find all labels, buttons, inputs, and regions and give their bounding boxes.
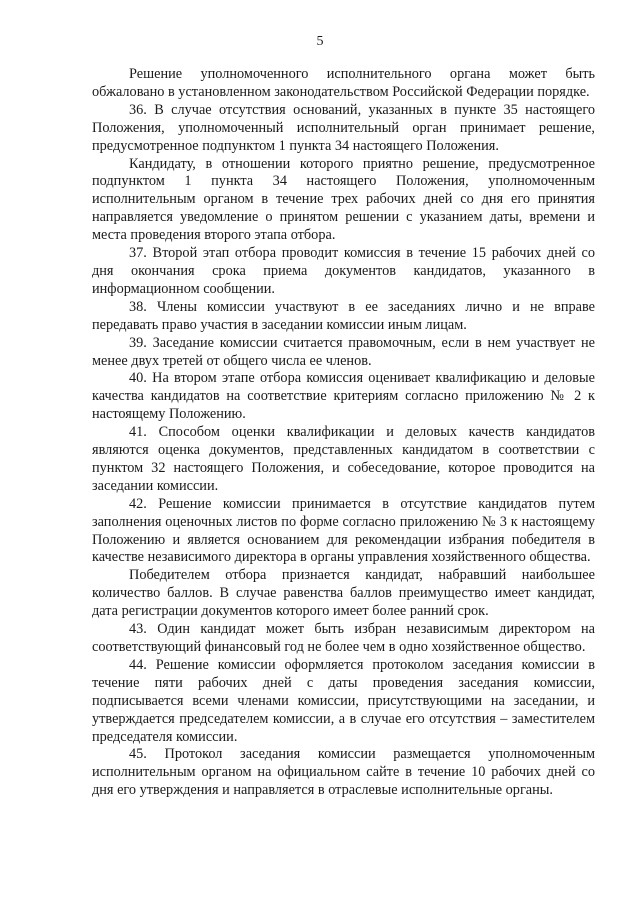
paragraph-42-winner: Победителем отбора признается кандидат, набравший наибольшее количество баллов. В случае равенства баллов преимущество имеет кандидат, дата регистрации документов которого имеет более ранний срок. [92, 567, 595, 620]
paragraph-44: 44. Решение комиссии оформляется протоколом заседания комиссии в течение пяти рабочих дней с даты проведения заседания комиссии, подписывается всеми членами комиссии, присутствующими на заседании, и утверждается председателем комиссии, а в случае его отсутствия – заместителем председателя комиссии. [92, 656, 595, 745]
paragraph-40: 40. На втором этапе отбора комиссия оценивает квалификацию и деловые качества кандидатов на соответствие критериям согласно приложению № 2 к настоящему Положению. [92, 370, 595, 423]
paragraph-37: 37. Второй этап отбора проводит комиссия в течение 15 рабочих дней со дня окончания срока приема документов кандидатов, указанного в информационном сообщении. [92, 245, 595, 297]
paragraph-38: 38. Члены комиссии участвуют в ее заседаниях лично и не вправе передавать право участия в заседании комиссии иным лицам. [92, 298, 595, 333]
paragraph-appeal: Решение уполномоченного исполнительного органа может быть обжаловано в установленном законодательством Российской Федерации порядке. [92, 66, 595, 100]
paragraph-39: 39. Заседание комиссии считается правомочным, если в нем участвует не менее двух третей от общего числа ее членов. [92, 334, 595, 369]
document-body [92, 66, 595, 800]
paragraph-41: 41. Способом оценки квалификации и деловых качеств кандидатов являются оценка документов, представленных кандидатом в соответствии с пунктом 32 настоящего Положения, и собеседование, которое проводится на заседании комиссии. [92, 424, 595, 494]
page-number: 5 [316, 34, 324, 49]
paragraph-36-notification: Кандидату, в отношении которого приятно решение, предусмотренное подпунктом 1 пункта 34 настоящего Положения, уполномоченным исполнительным органом в течение трех рабочих дней со дня его принятия направляется уведомление о принятом решении с указанием даты, времени и места проведения второго этапа отбора. [92, 155, 595, 244]
paragraph-45: 45. Протокол заседания комиссии размещается уполномоченным исполнительным органом на официальном сайте в течение 10 рабочих дней со дня его утверждения и направляется в отраслевые исполнительные органы. [92, 746, 595, 799]
paragraph-42: 42. Решение комиссии принимается в отсутствие кандидатов путем заполнения оценочных листов по форме согласно приложению № 3 к настоящему Положению и является основанием для рекомендации избрания победителя в качестве независимого директора в органы управления хозяйственного общества. [92, 495, 595, 566]
paragraph-43: 43. Один кандидат может быть избран независимым директором на соответствующий финансовый год не более чем в одно хозяйственное общество. [92, 621, 595, 655]
paragraph-36: 36. В случае отсутствия оснований, указанных в пункте 35 настоящего Положения, уполномоченный исполнительный орган принимает решение, предусмотренное подпунктом 1 пункта 34 настоящего Положения. [92, 101, 595, 154]
